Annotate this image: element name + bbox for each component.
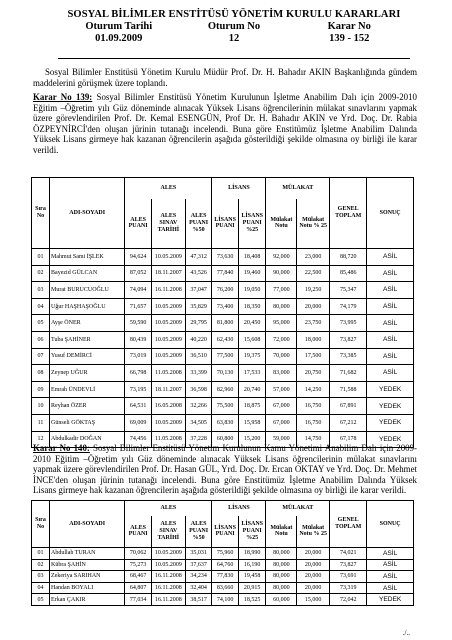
mulakat-notu-25-cell: 16,750 <box>297 414 330 431</box>
ales-sinav-tarihi-cell: 10.05.2009 <box>151 331 185 348</box>
lisans-group-header: LİSANS <box>212 501 266 516</box>
document-title: SOSYAL BİLİMLER ENSTİTÜSÜ YÖNETİM KURULU KARARLARI <box>67 9 401 20</box>
mulakat-notu-25-cell: 23,000 <box>297 249 330 266</box>
genel-toplam-cell: 67,891 <box>330 398 367 415</box>
ales-sinav-tarihi-cell: 10.05.2009 <box>151 298 185 315</box>
ales-puani-50-cell: 34,505 <box>185 414 212 431</box>
lisans-puani-cell: 73,630 <box>212 249 239 266</box>
sira-no-header: Sıra No <box>32 178 50 249</box>
adi-soyadi-cell: Mahmut Sami İŞLEK <box>50 249 125 266</box>
sira-no-cell: 02 <box>32 265 50 282</box>
genel-toplam-cell: 85,486 <box>330 265 367 282</box>
ales-puani-50-cell: 43,526 <box>185 265 212 282</box>
lisans-puani-cell: 76,200 <box>212 282 239 299</box>
lisans-puani-25-cell: 18,990 <box>238 548 266 560</box>
ales-sinav-tarihi-cell: 10.05.2009 <box>151 414 185 431</box>
mulakat-notu-cell: 92,000 <box>266 249 297 266</box>
mulakat-notu-cell: 95,000 <box>266 315 297 332</box>
genel-toplam-cell: 73,995 <box>330 315 367 332</box>
adi-soyadi-cell: Handan BOYALI <box>50 582 125 594</box>
mulakat-notu-cell: 72,000 <box>266 331 297 348</box>
ales-puani-cell: 69,009 <box>125 414 152 431</box>
lisans-puani-25-cell: 20,740 <box>238 381 266 398</box>
genel-toplam-cell: 74,179 <box>330 298 367 315</box>
table-row <box>32 298 414 315</box>
mulakat-notu-25-header: Mülakat Notu % 25 <box>297 516 330 548</box>
ales-sinav-tarihi-cell: 16.11.2008 <box>151 282 185 299</box>
adi-soyadi-cell: Reyhan ÖZER <box>50 398 125 415</box>
table-row <box>32 365 414 382</box>
ales-sinav-tarihi-cell: 10.05.2009 <box>151 559 185 571</box>
mulakat-notu-25-cell: 15,000 <box>297 594 330 606</box>
ales-puani-50-cell: 37,228 <box>185 431 212 448</box>
sira-no-cell: 04 <box>32 298 50 315</box>
ales-sinav-tarihi-cell: 11.05.2008 <box>151 431 185 448</box>
sira-no-cell: 11 <box>32 414 50 431</box>
lisans-puani-cell: 64,760 <box>212 559 239 571</box>
lisans-puani-25-cell: 19,458 <box>238 571 266 583</box>
lisans-puani-cell: 70,130 <box>212 365 239 382</box>
mulakat-notu-cell: 80,000 <box>266 559 297 571</box>
genel-toplam-cell: 71,588 <box>330 381 367 398</box>
sira-no-cell: 04 <box>32 582 50 594</box>
decision-140-paragraph <box>33 443 417 496</box>
ales-sinav-tarihi-cell: 16.05.2008 <box>151 398 185 415</box>
table-row <box>32 571 414 583</box>
ales-puani-cell: 73,195 <box>125 381 152 398</box>
lisans-puani-25-cell: 20,915 <box>238 582 266 594</box>
lisans-puani-cell: 60,800 <box>212 431 239 448</box>
lisans-puani-25-cell: 18,408 <box>238 249 266 266</box>
ales-puani-cell: 68,467 <box>125 571 152 583</box>
adi-soyadi-cell: Uğur HAŞHAŞOĞLU <box>50 298 125 315</box>
ales-sinav-tarihi-cell: 16.11.2008 <box>151 582 185 594</box>
sonuc-header: SONUÇ <box>367 178 414 249</box>
adi-soyadi-cell: Abdullah TURAN <box>50 548 125 560</box>
mulakat-notu-25-cell: 14,750 <box>297 431 330 448</box>
ales-puani-50-cell: 35,829 <box>185 298 212 315</box>
lisans-puani-cell: 81,800 <box>212 315 239 332</box>
session-date-value: 01.09.2009 <box>95 33 143 44</box>
table-row <box>32 249 414 266</box>
lisans-puani-25-cell: 15,200 <box>238 431 266 448</box>
ales-sinav-tarihi-cell: 18.11.2007 <box>151 381 185 398</box>
ales-puani-cell: 71,657 <box>125 298 152 315</box>
lisans-puani-cell: 62,430 <box>212 331 239 348</box>
sira-no-cell: 06 <box>32 331 50 348</box>
table-row <box>32 315 414 332</box>
table-row <box>32 398 414 415</box>
lisans-puani-25-cell: 19,375 <box>238 348 266 365</box>
genel-toplam-cell: 67,178 <box>330 431 367 448</box>
session-date-label: Oturum Tarihi <box>85 21 153 32</box>
intro-paragraph: Sosyal Bilimler Enstitüsü Yönetim Kurulu Müdür Prof. Dr. H. Bahadır AKIN Başkanlığında gündem maddelerini görüşmek üzere toplandı. <box>33 67 417 88</box>
sira-no-cell: 07 <box>32 348 50 365</box>
genel-toplam-cell: 73,319 <box>330 582 367 594</box>
mulakat-notu-cell: 80,000 <box>266 298 297 315</box>
ales-puani-50-cell: 38,517 <box>185 594 212 606</box>
ales-sinav-tarihi-cell: 10.05.2009 <box>151 548 185 560</box>
sonuc-cell: YEDEK <box>367 414 414 431</box>
mulakat-group-header: MÜLAKAT <box>266 178 330 199</box>
sonuc-cell: ASİL <box>367 348 414 365</box>
adi-soyadi-cell: Murat BURUCUOĞLU <box>50 282 125 299</box>
mulakat-notu-25-cell: 20,000 <box>297 571 330 583</box>
genel-toplam-cell: 72,042 <box>330 594 367 606</box>
lisans-puani-25-cell: 15,608 <box>238 331 266 348</box>
session-no-label: Oturum No <box>207 21 261 32</box>
decision-140-text: Sosyal Bilimler Enstitüsü Yönetim Kurulunun Kamu Yönetimi Anabilim Dalı için 2009-2010 Eğitim –Öğretim yılı Güz döneminde alınacak Yüksek Lisans öğrencilerinin mülakat sınavlarını yapmak üzere görevlendirilen Prof. Dr. Hasan GÜL, Yrd. Doç. Dr. Ercan OKTAY ve Yrd. Doç. Dr. Mehmet İNCE'den oluşan jürinin tutanağı incelendi. Buna göre Enstitümüz İşletme Anabilim Dalında Yüksek Lisans girmeye hak kazanan öğrencilerin aşağıda gösterildiği şekilde olmasına oy birliği ile karar verildi. <box>33 443 417 496</box>
lisans-puani-25-cell: 15,958 <box>238 414 266 431</box>
ales-puani-50-cell: 35,031 <box>185 548 212 560</box>
genel-toplam-cell: 71,682 <box>330 365 367 382</box>
mulakat-notu-25-cell: 19,250 <box>297 282 330 299</box>
adi-soyadi-cell: Erkan ÇAKIR <box>50 594 125 606</box>
ales-sinav-tarihi-cell: 18.11.2007 <box>151 265 185 282</box>
table-row <box>32 348 414 365</box>
sonuc-cell: ASİL <box>367 265 414 282</box>
genel-toplam-cell: 74,021 <box>330 548 367 560</box>
lisans-puani-header: LİSANS PUANI <box>212 516 239 548</box>
ales-sinav-tarihi-header: ALES SINAV TARİHİ <box>151 516 185 548</box>
mulakat-notu-cell: 60,000 <box>266 594 297 606</box>
mulakat-notu-cell: 77,000 <box>266 282 297 299</box>
lisans-puani-25-cell: 16,190 <box>238 559 266 571</box>
sira-no-cell: 10 <box>32 398 50 415</box>
ales-puani-cell: 74,456 <box>125 431 152 448</box>
ales-sinav-tarihi-cell: 11.05.2008 <box>151 365 185 382</box>
mulakat-notu-25-cell: 22,500 <box>297 265 330 282</box>
mulakat-notu-25-cell: 18,000 <box>297 331 330 348</box>
decision-140-label: Karar No 140: <box>33 443 90 453</box>
adi-soyadi-cell: Yusuf DEMİRCİ <box>50 348 125 365</box>
lisans-puani-cell: 73,400 <box>212 298 239 315</box>
sonuc-cell: ASİL <box>367 249 414 266</box>
mulakat-notu-cell: 59,000 <box>266 431 297 448</box>
sonuc-cell: YEDEK <box>367 431 414 448</box>
session-values-row <box>58 33 410 45</box>
lisans-puani-cell: 75,960 <box>212 548 239 560</box>
table-row <box>32 559 414 571</box>
mulakat-group-header: MÜLAKAT <box>266 501 330 516</box>
table-row <box>32 381 414 398</box>
session-labels-row <box>58 21 410 33</box>
sira-no-cell: 03 <box>32 282 50 299</box>
sira-no-cell: 09 <box>32 381 50 398</box>
decision-139-label: Karar No 139: <box>33 92 93 102</box>
mulakat-notu-header: Mülakat Notu <box>266 516 297 548</box>
lisans-puani-cell: 75,500 <box>212 398 239 415</box>
mulakat-notu-25-cell: 20,000 <box>297 582 330 594</box>
sira-no-cell: 05 <box>32 594 50 606</box>
lisans-puani-25-cell: 19,050 <box>238 282 266 299</box>
mulakat-notu-cell: 67,000 <box>266 414 297 431</box>
decision-139-text: Sosyal Bilimler Enstitüsü Yönetim Kurulunun İşletme Anabilim Dalı için 2009-2010 Eğitim –Öğretim yılı Güz döneminde alınacak Yüksek Lisans öğrencilerinin mülakat sınavlarını yapmak üzere görevlendirilen Prof. Dr. Kemal ESENGÜN, Prof Dr. H. Bahadır AKIN ve Yrd. Doç. Dr. Rabia ÖZPEYNİRCİ'den oluşan jürinin tutanağı incelendi. Buna göre Enstitümüz İşletme Anabilim Dalında Yüksek Lisans girmeye hak kazanan öğrencilerin aşağıda gösterildiği şekilde olmasına oy birliği ile karar verildi. <box>33 92 417 155</box>
table-row <box>32 265 414 282</box>
lisans-puani-cell: 77,830 <box>212 571 239 583</box>
results-table-1 <box>31 177 414 448</box>
table-2-header-row-1 <box>32 501 414 516</box>
sira-no-cell: 02 <box>32 559 50 571</box>
decision-no-label: Karar No <box>327 21 371 32</box>
ales-sinav-tarihi-cell: 10.05.2009 <box>151 348 185 365</box>
sonuc-cell: ASİL <box>367 315 414 332</box>
header-divider <box>58 58 410 59</box>
sira-no-cell: 05 <box>32 315 50 332</box>
adi-soyadi-header: ADI-SOYADI <box>50 501 125 548</box>
mulakat-notu-25-cell: 20,000 <box>297 559 330 571</box>
sonuc-cell: ASİL <box>367 282 414 299</box>
lisans-puani-25-cell: 18,350 <box>238 298 266 315</box>
genel-toplam-cell: 67,212 <box>330 414 367 431</box>
lisans-puani-cell: 77,500 <box>212 348 239 365</box>
ales-puani-50-cell: 33,399 <box>185 365 212 382</box>
ales-sinav-tarihi-cell: 16.11.2008 <box>151 571 185 583</box>
ales-puani-50-cell: 37,637 <box>185 559 212 571</box>
ales-puani-cell: 66,798 <box>125 365 152 382</box>
genel-toplam-cell: 73,691 <box>330 571 367 583</box>
table-row <box>32 582 414 594</box>
mulakat-notu-cell: 57,000 <box>266 381 297 398</box>
mulakat-notu-cell: 83,000 <box>266 365 297 382</box>
sonuc-cell: YEDEK <box>367 381 414 398</box>
adi-soyadi-cell: Abdulkadir DOĞAN <box>50 431 125 448</box>
lisans-puani-cell: 74,100 <box>212 594 239 606</box>
ales-sinav-tarihi-cell: 10.05.2009 <box>151 249 185 266</box>
table-1-body <box>32 178 414 448</box>
mulakat-notu-25-cell: 20,000 <box>297 298 330 315</box>
mulakat-notu-25-cell: 23,750 <box>297 315 330 332</box>
sira-no-cell: 01 <box>32 548 50 560</box>
mulakat-notu-25-cell: 14,250 <box>297 381 330 398</box>
sonuc-cell: ASİL <box>367 582 414 594</box>
sonuc-cell: ASİL <box>367 571 414 583</box>
lisans-puani-cell: 82,960 <box>212 381 239 398</box>
sonuc-cell: ASİL <box>367 331 414 348</box>
mulakat-notu-cell: 80,000 <box>266 582 297 594</box>
mulakat-notu-cell: 80,000 <box>266 571 297 583</box>
adi-soyadi-cell: Emrah ÜNDEVLİ <box>50 381 125 398</box>
page-continuation-mark: ./.. <box>402 629 410 637</box>
mulakat-notu-cell: 80,000 <box>266 548 297 560</box>
genel-toplam-cell: 75,347 <box>330 282 367 299</box>
adi-soyadi-cell: Zeynep UĞUR <box>50 365 125 382</box>
lisans-puani-cell: 83,660 <box>212 582 239 594</box>
ales-puani-cell: 64,531 <box>125 398 152 415</box>
sonuc-header: SONUÇ <box>367 501 414 548</box>
ales-puani-50-cell: 36,510 <box>185 348 212 365</box>
lisans-puani-25-cell: 17,533 <box>238 365 266 382</box>
lisans-puani-25-cell: 19,460 <box>238 265 266 282</box>
session-no-value: 12 <box>228 33 240 44</box>
ales-sinav-tarihi-cell: 10.05.2009 <box>151 315 185 332</box>
ales-puani-cell: 74,094 <box>125 282 152 299</box>
ales-group-header: ALES <box>125 178 212 199</box>
lisans-puani-25-header: LİSANS PUANI %25 <box>238 199 266 249</box>
mulakat-notu-25-cell: 16,750 <box>297 398 330 415</box>
ales-puani-header: ALES PUANI <box>125 516 152 548</box>
table-row <box>32 282 414 299</box>
sonuc-cell: ASİL <box>367 298 414 315</box>
ales-puani-50-cell: 36,598 <box>185 381 212 398</box>
ales-puani-cell: 87,052 <box>125 265 152 282</box>
table-1-header-row-1 <box>32 178 414 199</box>
adi-soyadi-cell: Bayezid GÜLCAN <box>50 265 125 282</box>
lisans-puani-25-cell: 20,450 <box>238 315 266 332</box>
ales-puani-50-cell: 34,234 <box>185 571 212 583</box>
ales-puani-cell: 73,019 <box>125 348 152 365</box>
table-row <box>32 331 414 348</box>
ales-puani-cell: 59,590 <box>125 315 152 332</box>
genel-toplam-header: GENEL TOPLAM <box>330 178 367 249</box>
table-row <box>32 414 414 431</box>
mulakat-notu-25-cell: 17,500 <box>297 348 330 365</box>
table-row <box>32 548 414 560</box>
ales-puani-50-header: ALES PUANI %50 <box>185 516 212 548</box>
ales-puani-50-cell: 37,047 <box>185 282 212 299</box>
ales-puani-header: ALES PUANI <box>125 199 152 249</box>
sonuc-cell: ASİL <box>367 559 414 571</box>
ales-group-header: ALES <box>125 501 212 516</box>
mulakat-notu-cell: 67,000 <box>266 398 297 415</box>
ales-puani-50-header: ALES PUANI %50 <box>185 199 212 249</box>
genel-toplam-cell: 73,827 <box>330 559 367 571</box>
ales-puani-50-cell: 32,404 <box>185 582 212 594</box>
ales-puani-cell: 80,439 <box>125 331 152 348</box>
ales-puani-cell: 75,273 <box>125 559 152 571</box>
adi-soyadi-cell: Ayşe ÖNER <box>50 315 125 332</box>
sonuc-cell: YEDEK <box>367 398 414 415</box>
genel-toplam-header: GENEL TOPLAM <box>330 501 367 548</box>
lisans-puani-cell: 63,830 <box>212 414 239 431</box>
ales-puani-cell: 77,034 <box>125 594 152 606</box>
mulakat-notu-cell: 90,000 <box>266 265 297 282</box>
sira-no-cell: 03 <box>32 571 50 583</box>
sonuc-cell: ASİL <box>367 365 414 382</box>
ales-puani-cell: 94,624 <box>125 249 152 266</box>
mulakat-notu-25-cell: 20,750 <box>297 365 330 382</box>
lisans-puani-25-header: LİSANS PUANI %25 <box>238 516 266 548</box>
mulakat-notu-25-header: Mülakat Notu % 25 <box>297 199 330 249</box>
sira-no-cell: 01 <box>32 249 50 266</box>
genel-toplam-cell: 88,720 <box>330 249 367 266</box>
mulakat-notu-header: Mülakat Notu <box>266 199 297 249</box>
adi-soyadi-cell: Kübra ŞAHİN <box>50 559 125 571</box>
mulakat-notu-cell: 70,000 <box>266 348 297 365</box>
decision-no-value: 139 - 152 <box>329 33 370 44</box>
sonuc-cell: YEDEK <box>367 594 414 606</box>
lisans-puani-cell: 77,840 <box>212 265 239 282</box>
document-header <box>58 8 410 45</box>
lisans-puani-25-cell: 18,525 <box>238 594 266 606</box>
lisans-puani-header: LİSANS PUANI <box>212 199 239 249</box>
ales-puani-50-cell: 40,220 <box>185 331 212 348</box>
genel-toplam-cell: 73,385 <box>330 348 367 365</box>
table-2-body <box>32 501 414 606</box>
adi-soyadi-cell: Zekeriya SARIHAN <box>50 571 125 583</box>
adi-soyadi-header: ADI-SOYADI <box>50 178 125 249</box>
ales-puani-50-cell: 47,312 <box>185 249 212 266</box>
adi-soyadi-cell: Günseli GÖKTAŞ <box>50 414 125 431</box>
results-table-2 <box>31 500 414 606</box>
ales-puani-50-cell: 29,795 <box>185 315 212 332</box>
ales-puani-50-cell: 32,266 <box>185 398 212 415</box>
ales-sinav-tarihi-cell: 16.11.2008 <box>151 594 185 606</box>
lisans-puani-25-cell: 18,875 <box>238 398 266 415</box>
ales-puani-cell: 70,062 <box>125 548 152 560</box>
sira-no-header: Sıra No <box>32 501 50 548</box>
table-row <box>32 594 414 606</box>
sonuc-cell: ASİL <box>367 548 414 560</box>
lisans-group-header: LİSANS <box>212 178 266 199</box>
adi-soyadi-cell: Tuba ŞAHİNER <box>50 331 125 348</box>
decision-139-paragraph <box>33 92 417 156</box>
sira-no-cell: 08 <box>32 365 50 382</box>
sira-no-cell: 12 <box>32 431 50 448</box>
genel-toplam-cell: 73,827 <box>330 331 367 348</box>
ales-puani-cell: 64,807 <box>125 582 152 594</box>
mulakat-notu-25-cell: 20,000 <box>297 548 330 560</box>
ales-sinav-tarihi-header: ALES SINAV TARİHİ <box>151 199 185 249</box>
